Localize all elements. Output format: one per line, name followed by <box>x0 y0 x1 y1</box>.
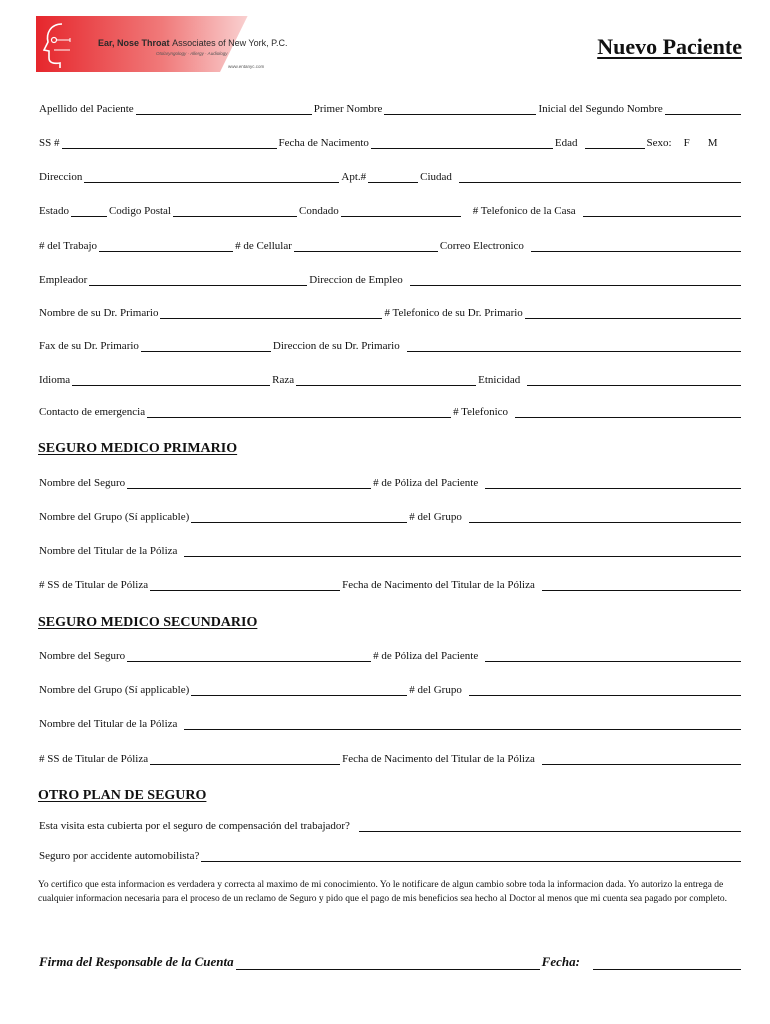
field-edad[interactable] <box>585 136 645 149</box>
field-fecha-firma[interactable] <box>593 954 741 970</box>
field-nombre-seguro[interactable] <box>127 476 371 489</box>
label-direccion: Direccion <box>39 171 83 183</box>
row-telefonos <box>38 239 742 252</box>
row-secundario-titular <box>38 717 742 730</box>
row-ss <box>38 136 742 149</box>
field-accidente[interactable] <box>201 849 741 862</box>
field-titular[interactable] <box>184 544 741 557</box>
field-ss[interactable] <box>62 136 277 149</box>
heading-otro-plan: OTRO PLAN DE SEGURO <box>38 788 207 803</box>
field-tel-contacto[interactable] <box>515 405 741 418</box>
row-contacto <box>38 405 742 418</box>
field-num-grupo-secundario[interactable] <box>469 683 741 696</box>
logo-tagline: Otolaryngology · Allergy · Audiology <box>156 51 228 56</box>
label-fecha-nacimiento: Fecha de Nacimento <box>278 137 369 149</box>
field-etnicidad[interactable] <box>527 373 741 386</box>
label-dr-primario: Nombre de su Dr. Primario <box>39 307 159 319</box>
row-idioma <box>38 373 742 386</box>
row-primario-seguro <box>38 476 742 489</box>
field-raza[interactable] <box>296 373 476 386</box>
row-empleador <box>38 273 742 286</box>
label-ss-titular: # SS de Titular de Póliza <box>39 579 149 591</box>
label-dir-empleo: Direccion de Empleo <box>309 274 403 286</box>
field-tel-dr[interactable] <box>525 306 741 319</box>
label-edad: Edad <box>554 137 578 149</box>
field-celular[interactable] <box>294 239 438 252</box>
label-nombre-seguro: Nombre del Seguro <box>39 477 126 489</box>
field-idioma[interactable] <box>72 373 270 386</box>
field-fecha-titular-secundario[interactable] <box>542 752 741 765</box>
row-estado <box>38 204 742 217</box>
label-tel-trabajo: # del Trabajo <box>39 240 98 252</box>
row-secundario-seguro <box>38 649 742 662</box>
label-contacto: Contacto de emergencia <box>39 406 146 418</box>
field-tel-trabajo[interactable] <box>99 239 233 252</box>
label-titular: Nombre del Titular de la Póliza <box>39 718 178 730</box>
row-secundario-ss-titular <box>38 752 742 765</box>
label-grupo: Nombre del Grupo (Sí applicable) <box>39 684 190 696</box>
label-etnicidad: Etnicidad <box>478 374 521 386</box>
heading-seguro-primario: SEGURO MEDICO PRIMARIO <box>38 441 238 456</box>
field-dir-dr[interactable] <box>407 339 741 352</box>
field-titular-secundario[interactable] <box>184 717 741 730</box>
field-inicial[interactable] <box>665 102 741 115</box>
label-inicial: Inicial del Segundo Nombre <box>538 103 663 115</box>
face-profile-icon <box>40 20 76 68</box>
field-fecha-nacimiento[interactable] <box>371 136 553 149</box>
label-num-grupo: # del Grupo <box>409 684 462 696</box>
label-primer-nombre: Primer Nombre <box>313 103 383 115</box>
label-grupo: Nombre del Grupo (Sí applicable) <box>39 511 190 523</box>
label-fax-dr: Fax de su Dr. Primario <box>39 340 139 352</box>
field-firma[interactable] <box>236 954 540 970</box>
heading-seguro-secundario: SEGURO MEDICO SECUNDARIO <box>38 615 258 630</box>
label-sexo: Sexo: <box>646 137 672 149</box>
label-ciudad: Ciudad <box>420 171 452 183</box>
label-idioma: Idioma <box>39 374 71 386</box>
label-tel-contacto: # Telefonico <box>453 406 509 418</box>
label-fecha-titular: Fecha de Nacimento del Titular de la Póliza <box>342 753 535 765</box>
logo-website: www.entanyc.com <box>228 64 265 69</box>
field-codigo-postal[interactable] <box>173 204 297 217</box>
signature-row <box>38 954 742 970</box>
field-dir-empleo[interactable] <box>410 273 741 286</box>
label-num-grupo: # del Grupo <box>409 511 462 523</box>
label-correo: Correo Electronico <box>439 240 524 252</box>
option-sexo-f[interactable]: F <box>683 137 690 149</box>
field-correo[interactable] <box>531 239 741 252</box>
label-ss: SS # <box>39 137 60 149</box>
row-direccion <box>38 170 742 183</box>
label-celular: # de Cellular <box>235 240 292 252</box>
field-num-grupo[interactable] <box>469 510 741 523</box>
label-condado: Condado <box>299 205 339 217</box>
field-empleador[interactable] <box>89 273 307 286</box>
field-condado[interactable] <box>341 204 461 217</box>
field-estado[interactable] <box>71 204 107 217</box>
label-nombre-seguro: Nombre del Seguro <box>39 650 126 662</box>
label-fecha-titular: Fecha de Nacimento del Titular de la Póliza <box>342 579 535 591</box>
label-compensacion: Esta visita esta cubierta por el seguro de compensación del trabajador? <box>39 820 350 832</box>
field-grupo[interactable] <box>191 510 407 523</box>
field-grupo-secundario[interactable] <box>191 683 407 696</box>
label-tel-casa: # Telefonico de la Casa <box>472 205 576 217</box>
row-name <box>38 102 742 115</box>
logo-name: Ear, Nose Throat Associates of New York, P.C. <box>98 38 288 48</box>
option-sexo-m[interactable]: M <box>707 137 718 149</box>
label-empleador: Empleador <box>39 274 88 286</box>
label-codigo-postal: Codigo Postal <box>108 205 171 217</box>
clinic-logo <box>36 16 288 74</box>
label-poliza: # de Póliza del Paciente <box>373 650 479 662</box>
label-raza: Raza <box>272 374 295 386</box>
row-compensacion <box>38 819 742 832</box>
field-fecha-titular[interactable] <box>542 578 741 591</box>
row-secundario-grupo <box>38 683 742 696</box>
field-apt[interactable] <box>368 170 418 183</box>
label-fecha-firma: Fecha: <box>541 954 580 969</box>
field-poliza[interactable] <box>485 476 741 489</box>
label-firma: Firma del Responsable de la Cuenta <box>39 954 234 969</box>
row-primario-grupo <box>38 510 742 523</box>
label-titular: Nombre del Titular de la Póliza <box>39 545 178 557</box>
label-apellido: Apellido del Paciente <box>39 103 134 115</box>
field-compensacion[interactable] <box>359 819 741 832</box>
field-direccion[interactable] <box>84 170 339 183</box>
field-tel-casa[interactable] <box>583 204 741 217</box>
row-dr-primario <box>38 306 742 319</box>
row-primario-ss-titular <box>38 578 742 591</box>
field-ss-titular-secundario[interactable] <box>150 752 340 765</box>
label-ss-titular: # SS de Titular de Póliza <box>39 753 149 765</box>
field-fax-dr[interactable] <box>141 339 271 352</box>
field-contacto[interactable] <box>147 405 451 418</box>
label-dir-dr: Direccion de su Dr. Primario <box>272 340 400 352</box>
row-primario-titular <box>38 544 742 557</box>
field-apellido[interactable] <box>136 102 312 115</box>
label-tel-dr: # Telefonico de su Dr. Primario <box>384 307 523 319</box>
field-ss-titular[interactable] <box>150 578 340 591</box>
label-estado: Estado <box>39 205 69 217</box>
row-accidente <box>38 849 742 862</box>
field-primer-nombre[interactable] <box>384 102 536 115</box>
field-dr-primario[interactable] <box>160 306 382 319</box>
field-nombre-seguro-secundario[interactable] <box>127 649 371 662</box>
label-poliza: # de Póliza del Paciente <box>373 477 479 489</box>
field-poliza-secundario[interactable] <box>485 649 741 662</box>
field-ciudad[interactable] <box>459 170 741 183</box>
row-fax-dr <box>38 339 742 352</box>
label-accidente: Seguro por accidente automobilista? <box>39 850 200 862</box>
label-apt: Apt.# <box>341 171 367 183</box>
page-title: Nuevo Paciente <box>597 34 742 59</box>
certification-text: Yo certifico que esta informacion es verdadera y correcta al maximo de mi conocimiento. Yo le notificare de algun cambio sobre toda la informacion dada. Yo autorizo la entrega de cualquier informacion necesaria para el proceso de un reclamo de Seguro y pido que el pago de mis beneficios sea hecho al Doctor al menos que mi cuenta sea pagado por completo. <box>38 880 728 904</box>
